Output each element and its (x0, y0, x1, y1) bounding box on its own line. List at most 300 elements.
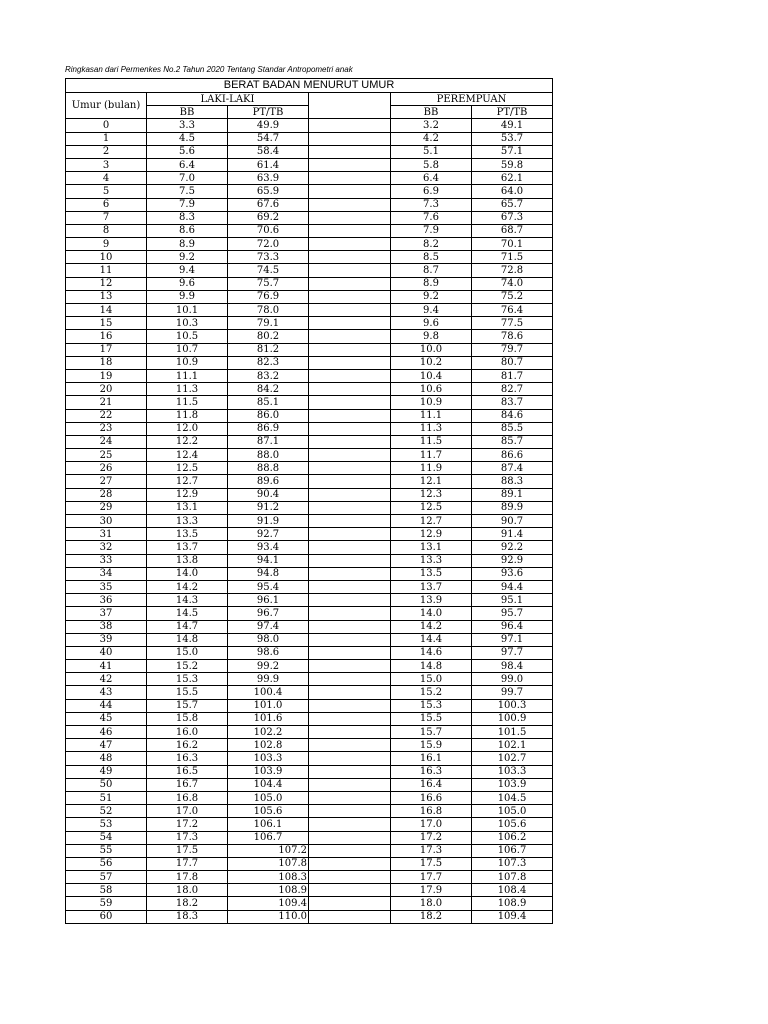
table-row (66, 488, 553, 501)
age-cell: 49 (66, 765, 147, 778)
age-cell: 52 (66, 805, 147, 818)
female-pt-cell: 108.4 (472, 884, 553, 897)
spacer-cell (309, 211, 391, 224)
age-cell: 38 (66, 620, 147, 633)
female-bb-cell: 14.0 (391, 607, 472, 620)
male-bb-cell: 12.0 (147, 422, 228, 435)
female-bb-cell: 13.7 (391, 580, 472, 593)
age-cell: 35 (66, 580, 147, 593)
table-row (66, 633, 553, 646)
female-pt-cell: 72.8 (472, 264, 553, 277)
female-pt-cell: 101.5 (472, 726, 553, 739)
male-bb-cell: 8.9 (147, 238, 228, 251)
female-bb-cell: 13.3 (391, 554, 472, 567)
spacer-cell (309, 699, 391, 712)
male-pt-cell: 108.3 (228, 871, 309, 884)
female-pt-cell: 81.7 (472, 369, 553, 382)
spacer-cell (309, 501, 391, 514)
spacer-cell (309, 369, 391, 382)
table-row (66, 435, 553, 448)
male-pt-cell: 58.4 (228, 145, 309, 158)
male-bb-cell: 12.5 (147, 462, 228, 475)
age-cell: 20 (66, 383, 147, 396)
female-pt-cell: 65.7 (472, 198, 553, 211)
table-row (66, 475, 553, 488)
male-pt-cell: 82.3 (228, 356, 309, 369)
female-bb-cell: 10.2 (391, 356, 472, 369)
table-row (66, 356, 553, 369)
female-pt-cell: 82.7 (472, 383, 553, 396)
table-row (66, 910, 553, 923)
table-row (66, 396, 553, 409)
spacer-cell (309, 317, 391, 330)
male-pt-cell: 54.7 (228, 132, 309, 145)
spacer-cell (309, 462, 391, 475)
female-pt-cell: 62.1 (472, 172, 553, 185)
table-row (66, 145, 553, 158)
female-bb-cell: 15.2 (391, 686, 472, 699)
spacer-cell (309, 646, 391, 659)
male-bb-cell: 11.5 (147, 396, 228, 409)
male-bb-cell: 15.3 (147, 673, 228, 686)
male-pt-cell: 81.2 (228, 343, 309, 356)
age-cell: 21 (66, 396, 147, 409)
male-pt-cell: 76.9 (228, 290, 309, 303)
male-pt-cell: 107.8 (228, 857, 309, 870)
male-pt-cell: 93.4 (228, 541, 309, 554)
female-pt-cell: 95.1 (472, 594, 553, 607)
spacer-cell (309, 607, 391, 620)
male-bb-cell: 15.2 (147, 660, 228, 673)
female-bb-cell: 17.2 (391, 831, 472, 844)
female-pt-cell: 76.4 (472, 304, 553, 317)
male-bb-cell: 13.7 (147, 541, 228, 554)
spacer-cell (309, 673, 391, 686)
male-bb-cell: 8.6 (147, 224, 228, 237)
age-cell: 19 (66, 369, 147, 382)
male-bb-cell: 15.7 (147, 699, 228, 712)
age-cell: 59 (66, 897, 147, 910)
male-bb-cell: 12.4 (147, 449, 228, 462)
age-cell: 53 (66, 818, 147, 831)
male-bb-cell: 14.5 (147, 607, 228, 620)
female-bb-cell: 14.4 (391, 633, 472, 646)
spacer-cell (309, 805, 391, 818)
age-cell: 30 (66, 515, 147, 528)
table-row (66, 871, 553, 884)
female-pt-cell: 86.6 (472, 449, 553, 462)
table-row (66, 844, 553, 857)
male-bb-cell: 13.1 (147, 501, 228, 514)
male-bb-cell: 9.4 (147, 264, 228, 277)
table-row (66, 343, 553, 356)
female-bb-cell: 8.5 (391, 251, 472, 264)
table-row (66, 277, 553, 290)
male-bb-cell: 16.8 (147, 791, 228, 804)
age-cell: 50 (66, 778, 147, 791)
spacer-cell (309, 726, 391, 739)
table-row (66, 580, 553, 593)
spacer-cell (309, 633, 391, 646)
table-title: BERAT BADAN MENURUT UMUR (66, 79, 553, 93)
male-bb-cell: 12.9 (147, 488, 228, 501)
spacer-cell (309, 172, 391, 185)
female-pt-cell: 93.6 (472, 567, 553, 580)
male-bb-cell: 10.3 (147, 317, 228, 330)
male-pt-cell: 103.3 (228, 752, 309, 765)
male-pt-cell: 103.9 (228, 765, 309, 778)
spacer-cell (309, 383, 391, 396)
age-cell: 40 (66, 646, 147, 659)
spacer-cell (309, 264, 391, 277)
table-row (66, 765, 553, 778)
spacer-cell (309, 343, 391, 356)
age-cell: 34 (66, 567, 147, 580)
female-pt-cell: 103.9 (472, 778, 553, 791)
spacer-cell (309, 277, 391, 290)
female-bb-cell: 16.6 (391, 791, 472, 804)
female-bb-cell: 3.2 (391, 119, 472, 132)
female-bb-cell: 16.3 (391, 765, 472, 778)
female-bb-cell: 12.1 (391, 475, 472, 488)
spacer-cell (309, 304, 391, 317)
table-row (66, 185, 553, 198)
table-row (66, 409, 553, 422)
male-pt-cell: 110.0 (228, 910, 309, 923)
spacer-cell (309, 198, 391, 211)
female-bb-cell: 12.7 (391, 515, 472, 528)
spacer-column-cell (309, 93, 391, 119)
female-pt-cell: 103.3 (472, 765, 553, 778)
male-pt-cell: 79.1 (228, 317, 309, 330)
male-pt-cell: 86.9 (228, 422, 309, 435)
female-bb-cell: 8.2 (391, 238, 472, 251)
age-cell: 18 (66, 356, 147, 369)
female-pt-cell: 71.5 (472, 251, 553, 264)
male-pt-cell: 102.2 (228, 726, 309, 739)
spacer-cell (309, 765, 391, 778)
male-pt-cell: 107.2 (228, 844, 309, 857)
male-bb-cell: 9.2 (147, 251, 228, 264)
male-bb-cell: 13.3 (147, 515, 228, 528)
female-bb-cell: 7.3 (391, 198, 472, 211)
female-pt-cell: 105.0 (472, 805, 553, 818)
female-bb-cell: 17.3 (391, 844, 472, 857)
female-bb-cell: 10.0 (391, 343, 472, 356)
female-bb-cell: 17.9 (391, 884, 472, 897)
table-row (66, 594, 553, 607)
table-row (66, 897, 553, 910)
age-cell: 41 (66, 660, 147, 673)
male-pt-cell: 91.9 (228, 515, 309, 528)
age-cell: 37 (66, 607, 147, 620)
male-bb-cell: 3.3 (147, 119, 228, 132)
female-bb-cell: 14.6 (391, 646, 472, 659)
male-pt-cell: 63.9 (228, 172, 309, 185)
table-row (66, 673, 553, 686)
female-bb-cell: 11.9 (391, 462, 472, 475)
female-pt-header: PT/TB (472, 106, 553, 119)
table-row (66, 620, 553, 633)
male-bb-cell: 14.3 (147, 594, 228, 607)
male-pt-cell: 49.9 (228, 119, 309, 132)
female-bb-cell: 10.4 (391, 369, 472, 382)
male-bb-cell: 9.9 (147, 290, 228, 303)
female-bb-cell: 15.3 (391, 699, 472, 712)
female-pt-cell: 106.7 (472, 844, 553, 857)
age-cell: 51 (66, 791, 147, 804)
table-row (66, 132, 553, 145)
male-pt-cell: 104.4 (228, 778, 309, 791)
male-pt-cell: 73.3 (228, 251, 309, 264)
age-cell: 60 (66, 910, 147, 923)
age-cell: 22 (66, 409, 147, 422)
male-pt-cell: 99.9 (228, 673, 309, 686)
male-bb-cell: 15.0 (147, 646, 228, 659)
table-row (66, 211, 553, 224)
spacer-cell (309, 185, 391, 198)
female-bb-cell: 8.7 (391, 264, 472, 277)
male-bb-cell: 5.6 (147, 145, 228, 158)
table-row (66, 646, 553, 659)
female-pt-cell: 85.5 (472, 422, 553, 435)
female-pt-cell: 102.7 (472, 752, 553, 765)
table-row (66, 528, 553, 541)
female-pt-cell: 108.9 (472, 897, 553, 910)
male-pt-cell: 94.8 (228, 567, 309, 580)
male-bb-cell: 16.7 (147, 778, 228, 791)
female-bb-cell: 18.0 (391, 897, 472, 910)
male-pt-cell: 86.0 (228, 409, 309, 422)
male-pt-cell: 75.7 (228, 277, 309, 290)
male-pt-cell: 96.1 (228, 594, 309, 607)
age-cell: 14 (66, 304, 147, 317)
female-bb-cell: 12.5 (391, 501, 472, 514)
male-bb-cell: 11.1 (147, 369, 228, 382)
male-pt-cell: 94.1 (228, 554, 309, 567)
male-pt-cell: 98.6 (228, 646, 309, 659)
female-pt-cell: 87.4 (472, 462, 553, 475)
age-cell: 5 (66, 185, 147, 198)
male-pt-cell: 61.4 (228, 158, 309, 171)
male-pt-cell: 88.8 (228, 462, 309, 475)
female-pt-cell: 75.2 (472, 290, 553, 303)
spacer-cell (309, 844, 391, 857)
female-pt-cell: 70.1 (472, 238, 553, 251)
female-pt-cell: 64.0 (472, 185, 553, 198)
age-cell: 0 (66, 119, 147, 132)
spacer-cell (309, 831, 391, 844)
male-bb-cell: 14.7 (147, 620, 228, 633)
table-row (66, 198, 553, 211)
female-pt-cell: 102.1 (472, 739, 553, 752)
female-bb-cell: 6.4 (391, 172, 472, 185)
age-cell: 27 (66, 475, 147, 488)
female-bb-cell: 15.0 (391, 673, 472, 686)
male-pt-cell: 72.0 (228, 238, 309, 251)
female-pt-cell: 89.9 (472, 501, 553, 514)
table-row (66, 172, 553, 185)
female-pt-cell: 89.1 (472, 488, 553, 501)
age-cell: 2 (66, 145, 147, 158)
age-cell: 10 (66, 251, 147, 264)
male-bb-cell: 14.8 (147, 633, 228, 646)
male-bb-cell: 7.5 (147, 185, 228, 198)
male-bb-cell: 14.2 (147, 580, 228, 593)
female-pt-cell: 68.7 (472, 224, 553, 237)
spacer-cell (309, 620, 391, 633)
table-row (66, 119, 553, 132)
male-pt-cell: 108.9 (228, 884, 309, 897)
table-row (66, 238, 553, 251)
age-cell: 29 (66, 501, 147, 514)
spacer-cell (309, 791, 391, 804)
table-body (66, 119, 553, 923)
male-pt-cell: 80.2 (228, 330, 309, 343)
male-pt-cell: 67.6 (228, 198, 309, 211)
male-pt-cell: 101.6 (228, 712, 309, 725)
age-cell: 42 (66, 673, 147, 686)
spacer-cell (309, 897, 391, 910)
female-pt-cell: 107.8 (472, 871, 553, 884)
male-bb-cell: 16.2 (147, 739, 228, 752)
table-row (66, 251, 553, 264)
male-pt-cell: 88.0 (228, 449, 309, 462)
male-pt-cell: 106.1 (228, 818, 309, 831)
age-cell: 7 (66, 211, 147, 224)
table-row (66, 567, 553, 580)
age-cell: 6 (66, 198, 147, 211)
male-bb-cell: 12.2 (147, 435, 228, 448)
table-row (66, 660, 553, 673)
table-row (66, 224, 553, 237)
female-header: PEREMPUAN (391, 93, 553, 106)
spacer-cell (309, 528, 391, 541)
spacer-cell (309, 712, 391, 725)
age-cell: 8 (66, 224, 147, 237)
spacer-cell (309, 686, 391, 699)
male-pt-cell: 98.0 (228, 633, 309, 646)
female-pt-cell: 106.2 (472, 831, 553, 844)
table-row (66, 831, 553, 844)
age-cell: 28 (66, 488, 147, 501)
male-bb-cell: 16.3 (147, 752, 228, 765)
group-header-row (66, 93, 553, 106)
female-pt-cell: 100.9 (472, 712, 553, 725)
table-row (66, 686, 553, 699)
male-bb-header: BB (147, 106, 228, 119)
age-cell: 43 (66, 686, 147, 699)
table-row (66, 607, 553, 620)
female-pt-cell: 59.8 (472, 158, 553, 171)
spacer-cell (309, 752, 391, 765)
male-pt-cell: 99.2 (228, 660, 309, 673)
age-cell: 23 (66, 422, 147, 435)
male-bb-cell: 12.7 (147, 475, 228, 488)
age-cell: 12 (66, 277, 147, 290)
female-bb-cell: 9.6 (391, 317, 472, 330)
male-pt-cell: 105.6 (228, 805, 309, 818)
table-row (66, 383, 553, 396)
female-pt-cell: 99.7 (472, 686, 553, 699)
age-cell: 16 (66, 330, 147, 343)
male-pt-cell: 74.5 (228, 264, 309, 277)
spacer-cell (309, 238, 391, 251)
spacer-cell (309, 567, 391, 580)
male-pt-cell: 78.0 (228, 304, 309, 317)
male-bb-cell: 16.0 (147, 726, 228, 739)
spacer-cell (309, 119, 391, 132)
spacer-cell (309, 158, 391, 171)
male-pt-cell: 87.1 (228, 435, 309, 448)
male-pt-cell: 84.2 (228, 383, 309, 396)
male-bb-cell: 11.3 (147, 383, 228, 396)
female-bb-cell: 13.9 (391, 594, 472, 607)
female-bb-header: BB (391, 106, 472, 119)
male-bb-cell: 9.6 (147, 277, 228, 290)
male-bb-cell: 17.2 (147, 818, 228, 831)
female-pt-cell: 90.7 (472, 515, 553, 528)
female-bb-cell: 11.1 (391, 409, 472, 422)
female-pt-cell: 97.7 (472, 646, 553, 659)
male-pt-cell: 89.6 (228, 475, 309, 488)
female-bb-cell: 15.9 (391, 739, 472, 752)
male-pt-header: PT/TB (228, 106, 309, 119)
table-row (66, 317, 553, 330)
male-bb-cell: 17.7 (147, 857, 228, 870)
age-cell: 48 (66, 752, 147, 765)
spacer-cell (309, 290, 391, 303)
male-bb-cell: 10.5 (147, 330, 228, 343)
male-bb-cell: 17.3 (147, 831, 228, 844)
female-pt-cell: 104.5 (472, 791, 553, 804)
table-row (66, 805, 553, 818)
spacer-cell (309, 554, 391, 567)
spacer-cell (309, 594, 391, 607)
female-bb-cell: 6.9 (391, 185, 472, 198)
age-header: Umur (bulan) (66, 93, 147, 119)
table-row (66, 290, 553, 303)
spacer-cell (309, 330, 391, 343)
female-bb-cell: 16.8 (391, 805, 472, 818)
female-bb-cell: 9.4 (391, 304, 472, 317)
age-cell: 17 (66, 343, 147, 356)
male-pt-cell: 83.2 (228, 369, 309, 382)
female-bb-cell: 11.3 (391, 422, 472, 435)
age-cell: 54 (66, 831, 147, 844)
male-bb-cell: 7.0 (147, 172, 228, 185)
female-pt-cell: 95.7 (472, 607, 553, 620)
female-pt-cell: 80.7 (472, 356, 553, 369)
spacer-cell (309, 884, 391, 897)
male-bb-cell: 4.5 (147, 132, 228, 145)
spacer-cell (309, 515, 391, 528)
male-pt-cell: 96.7 (228, 607, 309, 620)
spacer-cell (309, 818, 391, 831)
table-row (66, 501, 553, 514)
table-row (66, 264, 553, 277)
spacer-cell (309, 910, 391, 923)
table-row (66, 554, 553, 567)
male-bb-cell: 17.5 (147, 844, 228, 857)
male-pt-cell: 100.4 (228, 686, 309, 699)
female-pt-cell: 84.6 (472, 409, 553, 422)
male-pt-cell: 109.4 (228, 897, 309, 910)
spacer-cell (309, 871, 391, 884)
female-pt-cell: 92.2 (472, 541, 553, 554)
female-pt-cell: 97.1 (472, 633, 553, 646)
table-row (66, 449, 553, 462)
